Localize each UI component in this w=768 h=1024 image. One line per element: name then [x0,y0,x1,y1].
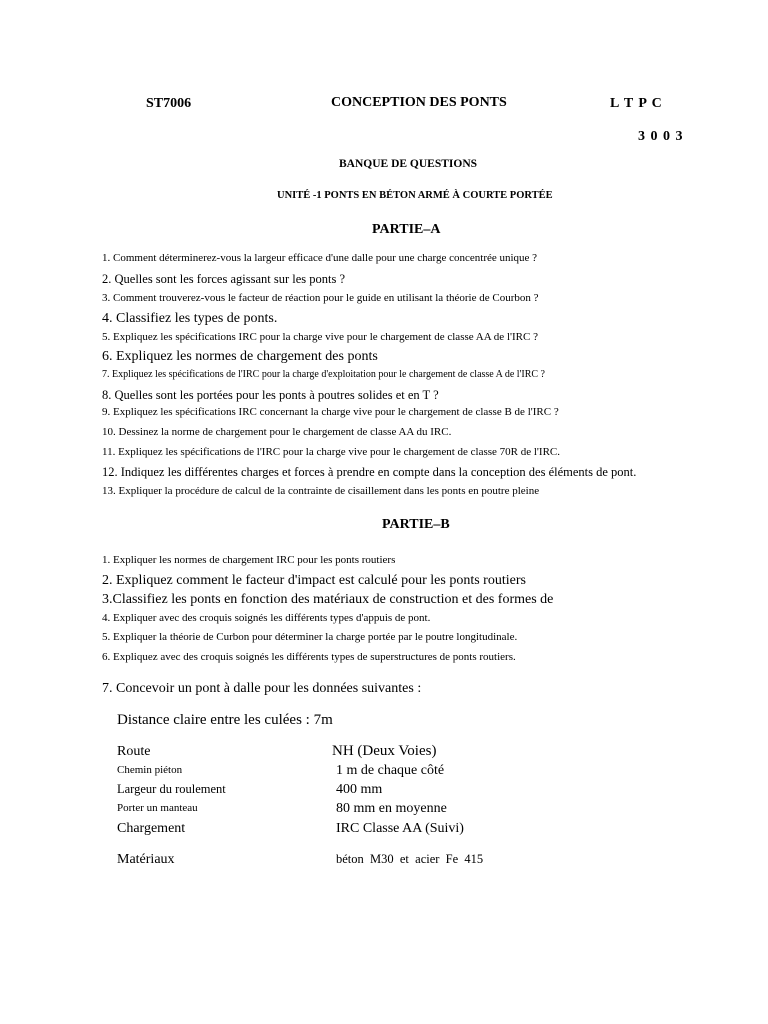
design-label-footpath: Chemin piéton [117,764,183,776]
part-b-question-5: 5. Expliquer la théorie de Curbon pour déterminer la charge portée par le poutre longitudinale. [102,631,518,643]
design-label-wearing-coat: Porter un manteau [117,802,198,814]
part-a-question-2: 2. Quelles sont les forces agissant sur les ponts ? [102,272,346,286]
part-a-question-7: 7. Expliquez les spécifications de l'IRC pour la charge d'exploitation pour le chargement de classe A de l'IRC ? [102,369,545,380]
course-title: CONCEPTION DES PONTS [331,95,507,110]
part-b-question-7: 7. Concevoir un pont à dalle pour les données suivantes : [102,681,422,696]
design-clear-distance: Distance claire entre les culées : 7m [117,712,333,728]
part-a-question-13: 13. Expliquer la procédure de calcul de la contrainte de cisaillement dans les ponts en poutre pleine [102,485,540,497]
part-b-question-6: 6. Expliquez avec des croquis soignés les différents types de superstructures de ponts routiers. [102,651,516,663]
part-a-question-10: 10. Dessinez la norme de chargement pour le chargement de classe AA du IRC. [102,426,452,438]
design-value-wearing-width: 400 mm [336,782,383,797]
part-a-question-1: 1. Comment déterminerez-vous la largeur efficace d'une dalle pour une charge concentrée unique ? [102,252,538,264]
part-a-question-12: 12. Indiquez les différentes charges et forces à prendre en compte dans la conception des éléments de pont. [102,465,637,479]
design-value-footpath: 1 m de chaque côté [336,763,445,778]
part-a-question-4: 4. Classifiez les types de ponts. [102,311,278,326]
design-label-road: Route [117,744,151,759]
part-a-title: PARTIE–A [372,222,441,237]
design-value-wearing-coat: 80 mm en moyenne [336,801,447,816]
question-bank-title: BANQUE DE QUESTIONS [339,158,478,170]
unit-title: UNITÉ -1 PONTS EN BÉTON ARMÉ À COURTE PORTÉE [277,190,553,201]
part-b-question-4: 4. Expliquer avec des croquis soignés les différents types d'appuis de pont. [102,612,431,624]
part-b-question-2: 2. Expliquez comment le facteur d'impact est calculé pour les ponts routiers [102,573,526,588]
part-a-question-3: 3. Comment trouverez-vous le facteur de réaction pour le guide en utilisant la théorie de Courbon ? [102,292,539,304]
part-a-question-8: 8. Quelles sont les portées pour les ponts à poutres solides et en T ? [102,388,439,402]
part-a-question-5: 5. Expliquez les spécifications IRC pour la charge vive pour le chargement de classe AA de l'IRC ? [102,331,538,343]
design-value-materials: béton M30 et acier Fe 415 [336,852,484,866]
part-a-question-6: 6. Expliquez les normes de chargement des ponts [102,349,378,364]
design-value-road: NH (Deux Voies) [332,743,437,759]
design-value-loading: IRC Classe AA (Suivi) [336,821,464,836]
part-a-question-11: 11. Expliquez les spécifications de l'IRC pour la charge vive pour le chargement de classe 70R de l'IRC. [102,446,560,458]
part-a-question-9: 9. Expliquez les spécifications IRC concernant la charge vive pour le chargement de classe B de l'IRC ? [102,406,559,418]
design-label-loading: Chargement [117,821,186,836]
ltpc-label: L T P C [610,96,663,111]
design-label-wearing-width: Largeur du roulement [117,782,226,796]
part-b-question-3: 3.Classifiez les ponts en fonction des matériaux de construction et des formes de [102,592,554,607]
part-b-question-1: 1. Expliquer les normes de chargement IRC pour les ponts routiers [102,554,396,566]
ltpc-values: 3 0 0 3 [638,129,684,144]
design-label-materials: Matériaux [117,852,175,867]
part-b-title: PARTIE–B [382,517,450,532]
course-code: ST7006 [146,96,192,111]
